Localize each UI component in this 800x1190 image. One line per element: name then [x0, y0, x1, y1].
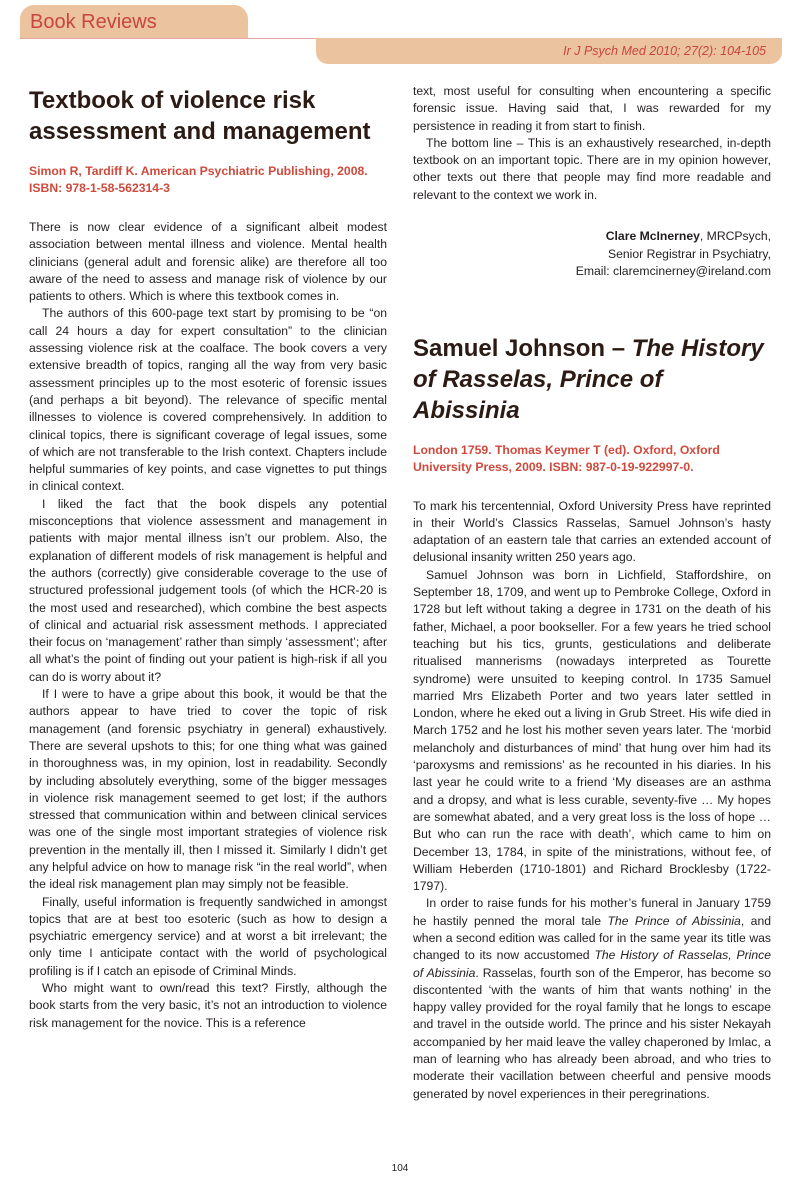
left-column: [29, 85, 387, 1032]
section-tab: [20, 5, 248, 38]
review2-paragraph: Samuel Johnson was born in Lichfield, Staffordshire, on September 18, 1709, and went up to Pembroke College, Oxford in 1728 but left without taking a degree in 1731 on the death of his father, Michael, a poor bookseller. For a few years he tried school teaching but his tics, grunts, gesticulations and deliberate ritualised mannerisms (nowadays interpreted as Tourette syndrome) were unsuited to keeping control. In 1735 Samuel married Mrs Elizabeth Porter and two years later settled in London, where he eked out a living in Grub Street. His wife died in March 1752 and he lost his mother seven years later. The ‘morbid melancholy and disturbances of mind’ that hung over him had its ‘paroxysms and remissions’ as he recounted in his diaries. In his last year he could write to a friend ‘My diseases are an asthma and a dropsy, and what is less curable, seventy-five … My hopes are somewhat abated, and a very great loss is the loss of hope … But who can run the race with death’, which came to him on December 13, 1784, in spite of the ministrations, without fee, of William Heberden (1710-1801) and Richard Brocklesby (1722-1797).: [413, 567, 771, 894]
citation-tab: [316, 38, 782, 64]
review2-paragraph: To mark his tercentennial, Oxford University Press have reprinted in their World’s Classics Rasselas, Samuel Johnson’s hasty adaptation of an eastern tale that carries an extended account of delusional insanity written 250 years ago.: [413, 498, 771, 565]
reviewer-email: Email: claremcinerney@ireland.com: [575, 264, 771, 279]
right-column: [413, 83, 771, 1103]
reviewer-credentials: , MRCPsych,: [699, 229, 771, 244]
review2-title: Samuel Johnson – The History of Rasselas, Prince of Abissinia: [413, 334, 764, 424]
review2-paragraph: In order to raise funds for his mother’s funeral in January 1759 he hastily penned the moral tale The Prince of Abissinia, and when a second edition was called for in the same year its title was changed to its now accustomed The History of Rasselas, Prince of Abissinia. Rasselas, fourth son of the Emperor, has become so discontented ‘with the wants of him that wants nothing’ in the happy valley provided for the royal family that he longs to escape and travel in the outside world. The prince and his sister Nekayah accompanied by her maid leave the valley chaperoned by Imlac, a man of learning who has already been abroad, and who tries to moderate their vacillation between cheerful and pensive moods generated by novel experiences in their peregrinations.: [413, 896, 772, 1101]
review1-paragraph: I liked the fact that the book dispels any potential misconceptions that violence assessment and management in patients with major mental illness isn’t our problem. Also, the explanation of different models of risk management is helpful and the authors (correctly) give considerable coverage to the use of structured professional judgement tools (of which the HCR-20 is the most used and researched), which combine the best aspects of clinical and actuarial risk assessment methods. I appreciated their focus on ‘management’ rather than simply ‘assessment’; after all what’s the point of finding out your patient is high-risk if all you can do is worry about it?: [29, 496, 387, 684]
review1-paragraph: If I were to have a gripe about this book, it would be that the authors appear to have tried to cover the topic of risk management (and forensic psychiatry in general) exhaustively. There are several upshots to this; for one thing what was gained in thoroughness was, in my opinion, lost in readability. Secondly by including absolutely everything, some of the bigger messages in violence risk management seemed to get lost; if the authors stressed that communication within and between clinical services was one of the single most important strategies of violence risk prevention in the mentally ill, then I missed it. Similarly I didn’t get any helpful advice on how to manage risk “in the real world”, when the ideal risk management plan may simply not be feasible.: [29, 687, 387, 892]
review2-bibliographic-info: London 1759. Thomas Keymer T (ed). Oxford, Oxford University Press, 2009. ISBN: 987-0-19-922997-0.: [413, 442, 720, 474]
reviewer-role: Senior Registrar in Psychiatry,: [607, 246, 771, 261]
review1-paragraph: Finally, useful information is frequently sandwiched in amongst topics that are at best too esoteric (such as how to design a psychiatric emergency service) and at worst a bit irrelevant; the only time I anticipate contact with the world of psychological profiling is if I catch an episode of Criminal Minds.: [29, 894, 387, 978]
reviewer-signature: [413, 228, 771, 281]
review1-bottom-line: The bottom line – This is an exhaustively researched, in-depth textbook on an important topic. There are in my opinion however, other texts out there that people may find more readable and relevant to the context we work in.: [413, 135, 771, 202]
review1-title: Textbook of violence risk assessment and management: [29, 87, 371, 145]
section-label: Book Reviews: [30, 11, 157, 33]
review1-paragraph: There is now clear evidence of a significant albeit modest association between mental illness and violence. Mental health clinicians (general adult and forensic alike) are therefore all too aware of the need to assess and manage risk of violence by our patients to others. Which is where this textbook comes in.: [29, 220, 387, 304]
reviewer-name: Clare McInerney: [605, 229, 700, 244]
review1-bibliographic-info: Simon R, Tardiff K. American Psychiatric Publishing, 2008. ISBN: 978-1-58-562314-3: [29, 164, 368, 195]
review1-paragraph-continuation: text, most useful for consulting when encountering a specific forensic issue. Having said that, I was rewarded for my persistence in reading it from start to finish.: [413, 84, 771, 133]
journal-citation: Ir J Psych Med 2010; 27(2): 104-105: [563, 44, 766, 58]
review1-paragraph: The authors of this 600-page text start by promising to be “on call 24 hours a day for expert consultation” to the clinician assessing violence risk at the coalface. The book covers a very extensive breadth of topics, ranging all the way from very basic assessment principles up to the most esoteric of forensic issues (and perhaps a bit beyond). The relevance of specific mental illnesses to violence is covered comprehensively. In addition to clinical topics, there is significant coverage of legal issues, some of which are not transferable to the Irish context. Chapters include helpful summaries of key points, and case vignettes to put things in clinical context.: [29, 306, 387, 494]
page-number: 104: [391, 1163, 409, 1174]
review1-paragraph-continued: Who might want to own/read this text? Firstly, although the book starts from the very basic, it’s not an introduction to violence risk management for the novice. This is a reference: [29, 981, 387, 1030]
